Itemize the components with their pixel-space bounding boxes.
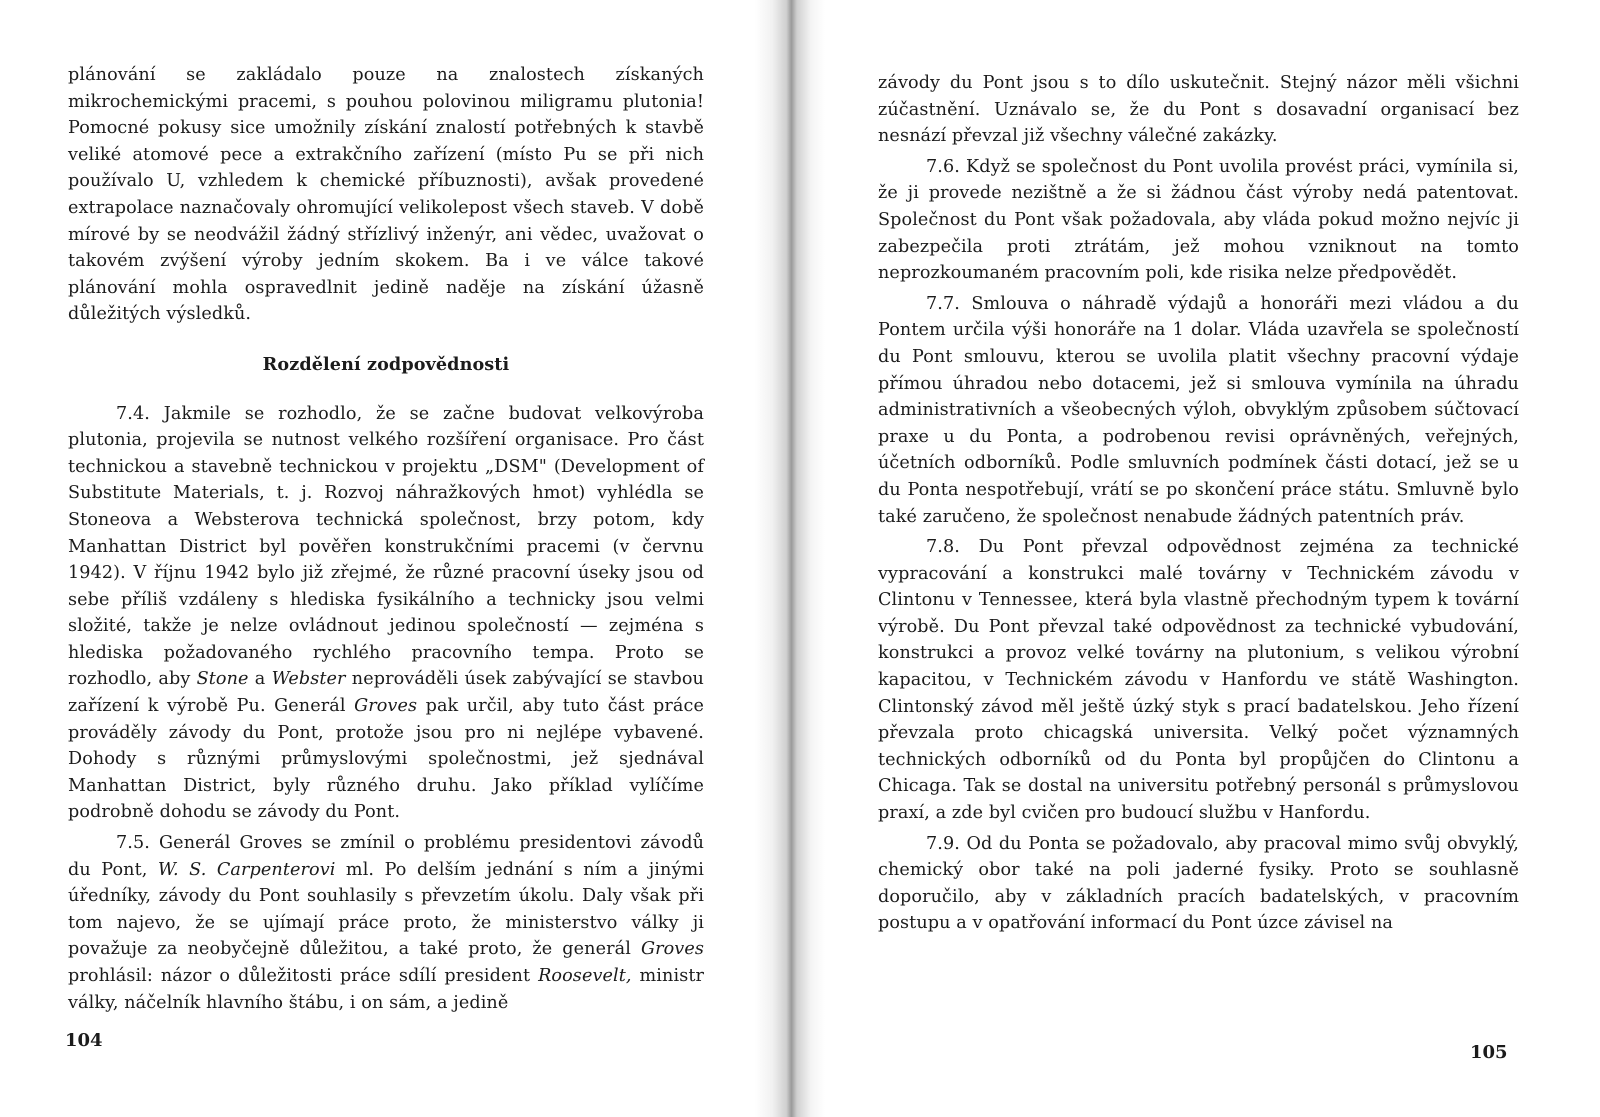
right-page-text [878, 70, 1519, 937]
page-number: 104 [65, 1030, 103, 1051]
page-number: 105 [1470, 1042, 1508, 1063]
left-page-text [68, 62, 704, 1016]
right-page [790, 0, 1600, 1117]
paragraph-7-9: 7.9. Od du Ponta se požadovalo, aby pracoval mimo svůj obvyklý, chemický obor také na poli jaderné fysiky. Proto se souhlasně doporučilo, aby v základních pracích badatelských, v pracovním postupu a v opatřování informací du Pont úzce závisel na [878, 833, 1519, 934]
paragraph-continuation: plánování se zakládalo pouze na znalostech získaných mikrochemickými pracemi, s pouhou polovinou miligramu plutonia! Pomocné pokusy sice umožnily získání znalostí potřebných k stavbě veliké atomové pece a extrakčního zařízení (místo Pu se při nich používalo U, vzhledem k chemické příbuznosti), avšak provedené extrapolace naznačovaly ohromující velikolepost všech staveb. V době mírové by se neodvážil žádný střízlivý inženýr, ani vědec, uvažovat o takovém zvýšení výroby jedním skokem. Ba i ve válce takové plánování mohla ospravedlnit jedině naděje na získání úžasně důležitých výsledků. [68, 65, 704, 325]
section-heading: Rozdělení zodpovědnosti [262, 353, 510, 375]
paragraph-7-5: 7.5. Generál Groves se zmínil o problému presidentovi závodů du Pont, W. S. Carpenterovi ml. Po delším jednání s ním a jinými úředníky, závody du Pont souhlasily s převzetím úkolu. Daly však při tom najevo, že se ujímají práce proto, že ministerstvo války ji považuje za neobyčejně důležitou, a také proto, že generál Groves prohlásil: názor o důležitosti práce sdílí president Roosevelt, ministr války, náčelník hlavního štábu, i on sám, a jedině [68, 833, 705, 1013]
paragraph-7-6: 7.6. Když se společnost du Pont uvolila provést práci, vymínila si, že ji provede nezištně a že si žádnou část výroby nedá patentovat. Společnost du Pont však požadovala, aby vláda pokud možno nejvíc ji zabezpečila proti ztrátám, jež mohou vzniknout na tomto neprozkoumaném pracovním poli, kde risika nelze předpovědět. [878, 156, 1519, 284]
left-page [0, 0, 790, 1117]
paragraph-7-7: 7.7. Smlouva o náhradě výdajů a honoráři mezi vládou a du Pontem určila výši honoráře na 1 dolar. Vláda uzavřela se společností du Pont smlouvu, kterou se uvolila platit všechny pracovní výdaje přímou úhradou nebo dotacemi, jež si smlouva vymínila na úhradu administrativních a všeobecných výloh, obvyklým způsobem súčtovací praxe u du Ponta, a podrobenou revisi oprávněných, veřejných, účetních odborníků. Podle smluvních podmínek části dotací, jež se u du Ponta nespotřebují, vrátí se po skončení práce státu. Smluvně bylo také zaručeno, že společnost nenabude žádných patentních práv. [878, 293, 1519, 527]
paragraph-continuation: závody du Pont jsou s to dílo uskutečnit. Stejný názor měli všichni zúčastnění. Uznávalo se, že du Pont s dosavadní organisací bez nesnází převzal již všechny válečné zakázky. [878, 73, 1519, 147]
paragraph-7-8: 7.8. Du Pont převzal odpovědnost zejména za technické vypracování a konstrukci malé továrny v Technickém závodu v Clintonu v Tennessee, která byla vlastně přechodným typem k tovární výrobě. Du Pont převzal také odpovědnost za technické vybudování, konstrukci a provoz velké továrny na plutonium, s velikou výrobní kapacitou, v Technickém závodu v Hanfordu ve státě Washington. Clintonský závod měl ještě úzký styk s prací badatelskou. Jeho řízení převzala proto chicagská universita. Velký počet významných technických odborníků od du Ponta byl propůjčen do Clintonu a Chicaga. Tak se dostal na universitu potřebný personál s průmyslovou praxí, a zde byl cvičen pro budoucí službu v Hanfordu. [878, 537, 1519, 824]
paragraph-7-4: 7.4. Jakmile se rozhodlo, že se začne budovat velkovýroba plutonia, projevila se nutnost velkého rozšíření organisace. Pro část technickou a stavebně technickou v projektu „DSM" (Development of Substitute Materials, t. j. Rozvoj náhražkových hmot) vyhlédla se Stoneova a Websterova technická společnost, brzy potom, kdy Manhattan District byl pověřen konstrukčními pracemi (v červnu 1942). V říjnu 1942 bylo již zřejmé, že různé pracovní úseky jsou od sebe příliš vzdáleny s hlediska fysikálního a technicky jsou velmi složité, takže je nelze ovládnout jedinou společností — zejména s hlediska požadovaného rychlého pracovního tempa. Proto se rozhodlo, aby Stone a Webster neprováděli úsek zabývající se stavbou zařízení k výrobě Pu. Generál Groves pak určil, aby tuto část práce prováděly závody du Pont, protože jsou pro ni nejlépe vybavené. Dohody s různými průmyslovými společnostmi, jež sjednával Manhattan District, byly různého druhu. Jako příklad vylíčíme podrobně dohodu se závody du Pont. [68, 403, 704, 823]
